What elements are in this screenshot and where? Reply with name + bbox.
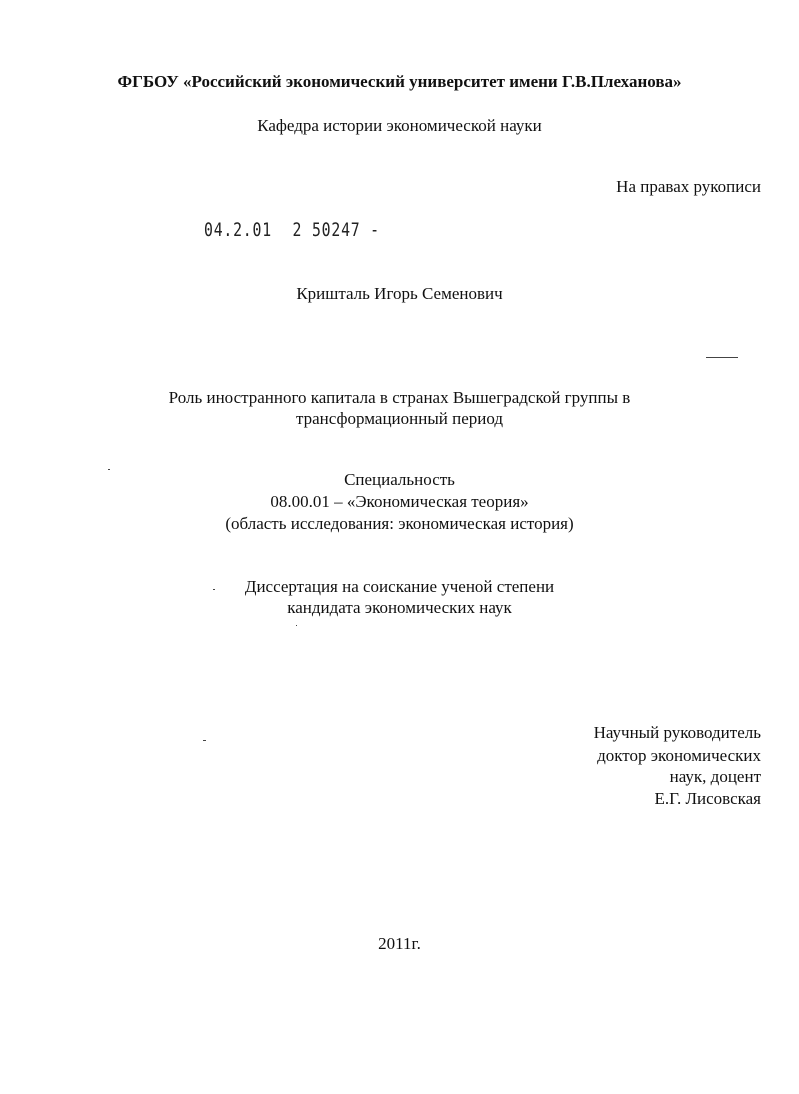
department-name: Кафедра истории экономической науки bbox=[257, 116, 542, 135]
supervisor-line-1: Научный руководитель bbox=[593, 723, 761, 742]
scan-speck bbox=[296, 625, 297, 626]
title-line-1: Роль иностранного капитала в странах Вышеградской группы в bbox=[168, 388, 631, 407]
registration-stamp bbox=[204, 219, 380, 241]
specialty-heading: Специальность bbox=[344, 470, 455, 489]
university-name: ФГБОУ «Российский экономический университет имени Г.В.Плеханова» bbox=[117, 72, 682, 91]
degree-line-2: кандидата экономических наук bbox=[287, 598, 512, 617]
manuscript-note: На правах рукописи bbox=[616, 177, 761, 196]
title-line-2: трансформационный период bbox=[295, 409, 504, 428]
stamp-code-b: 2 50247 - bbox=[292, 219, 380, 241]
scan-speck bbox=[203, 740, 206, 741]
specialty-field: (область исследования: экономическая история) bbox=[225, 514, 574, 533]
supervisor-line-2: доктор экономических bbox=[597, 746, 761, 765]
stamp-code-a: 04.2.01 bbox=[204, 219, 272, 241]
author-name: Кришталь Игорь Семенович bbox=[296, 284, 503, 303]
specialty-code: 08.00.01 – «Экономическая теория» bbox=[270, 492, 529, 511]
scan-mark bbox=[706, 357, 738, 358]
supervisor-line-3: наук, доцент bbox=[669, 767, 761, 786]
degree-line-1: Диссертация на соискание ученой степени bbox=[244, 577, 555, 596]
supervisor-name: Е.Г. Лисовская bbox=[654, 789, 761, 808]
year: 2011г. bbox=[378, 934, 421, 953]
